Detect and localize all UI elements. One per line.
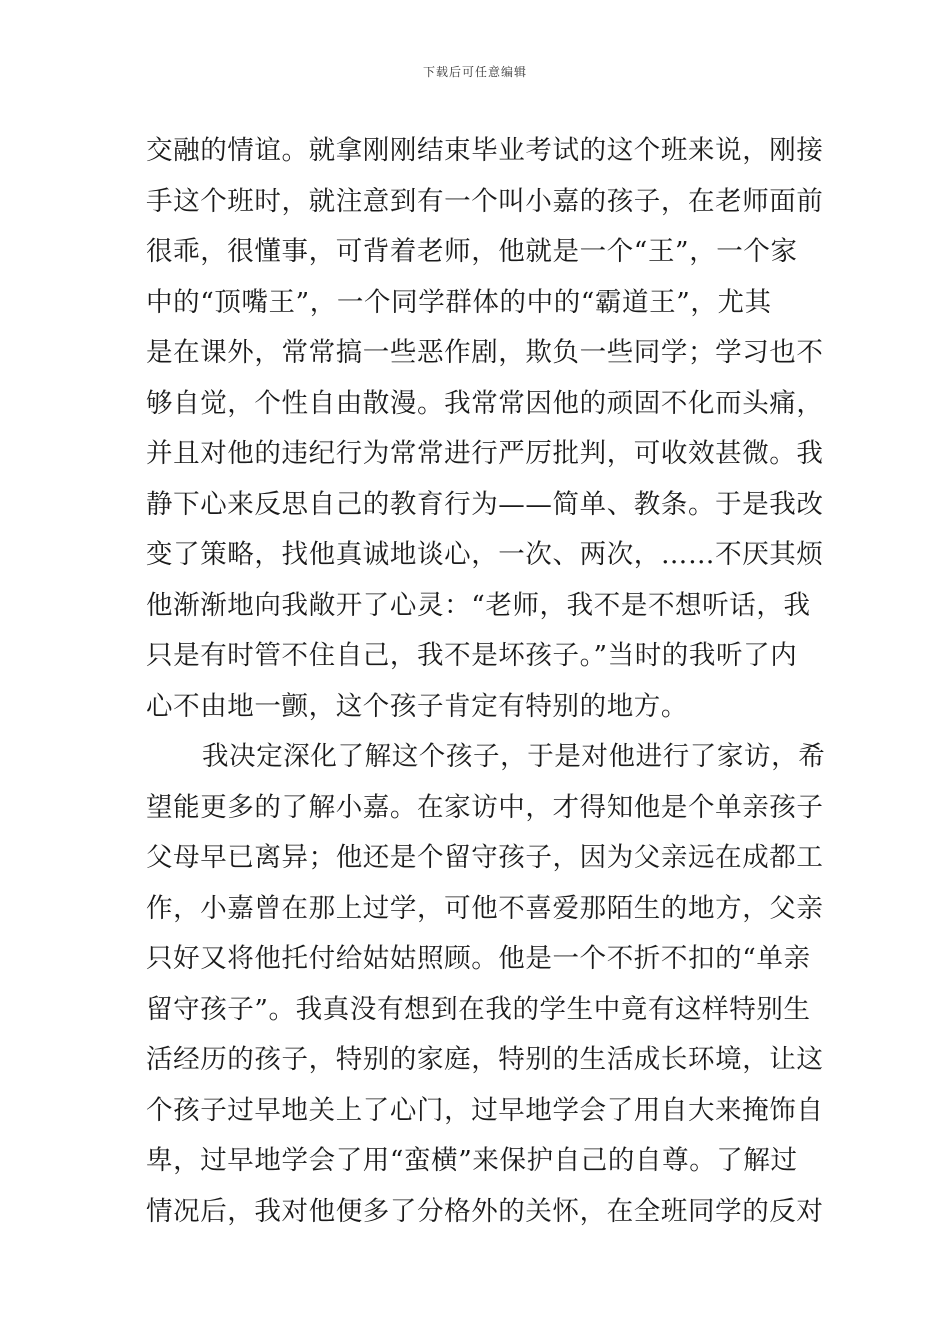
text-line: 卑，过早地学会了用“蛮横”来保护自己的自尊。了解过 [146,1145,798,1176]
text-line: 很乖，很懂事，可背着老师，他就是一个“王”，一个家 [146,236,798,267]
text-line: 留守孩子”。我真没有想到在我的学生中竟有这样特别生 [146,993,811,1025]
text-line: 中的“顶嘴王”，一个同学群体的中的“霸道王”，尤其 [146,286,772,318]
text-line: 只好又将他托付给姑姑照顾。他是一个不折不扣的“单亲 [146,943,811,974]
text-line: 他渐渐地向我敞开了心灵：“老师，我不是不想听话，我 [146,589,811,621]
text-line: 是在课外，常常搞一些恶作剧，欺负一些同学；学习也不 [146,337,824,368]
text-line: 父母早已离异；他还是个留守孩子，因为父亲远在成都工 [146,842,824,873]
text-line: 作，小嘉曾在那上过学，可他不喜爱那陌生的地方，父亲 [146,892,824,924]
page-header: 下载后可任意编辑 [422,65,527,79]
text-line: 手这个班时，就注意到有一个叫小嘉的孩子，在老师面前 [146,185,824,217]
text-line: 活经历的孩子，特别的家庭，特别的生活成长环境，让这 [146,1044,824,1075]
text-line: 并且对他的违纪行为常常进行严厉批判，可收效甚微。我 [146,438,824,469]
text-line: 静下心来反思自己的教育行为——简单、教条。于是我改 [146,488,824,520]
text-line: 情况后，我对他便多了分格外的关怀，在全班同学的反对 [146,1195,824,1227]
text-line: 交融的情谊。就拿刚刚结束毕业考试的这个班来说，刚接 [146,135,824,166]
text-line: 变了策略，找他真诚地谈心，一次、两次，……不厌其烦 [146,539,824,570]
text-line: 个孩子过早地关上了心门，过早地学会了用自大来掩饰自 [146,1094,824,1126]
text-line: 够自觉，个性自由散漫。我常常因他的顽固不化而头痛， [146,387,824,419]
paragraph-first-line: 我决定深化了解这个孩子，于是对他进行了家访，希 [202,741,826,772]
text-line: 只是有时管不住自己，我不是坏孩子。”当时的我听了内 [146,640,798,671]
text-line: 心不由地一颤，这个孩子肯定有特别的地方。 [146,690,688,722]
document-body [146,126,826,1237]
text-line: 望能更多的了解小嘉。在家访中，才得知他是个单亲孩子 [146,791,824,823]
